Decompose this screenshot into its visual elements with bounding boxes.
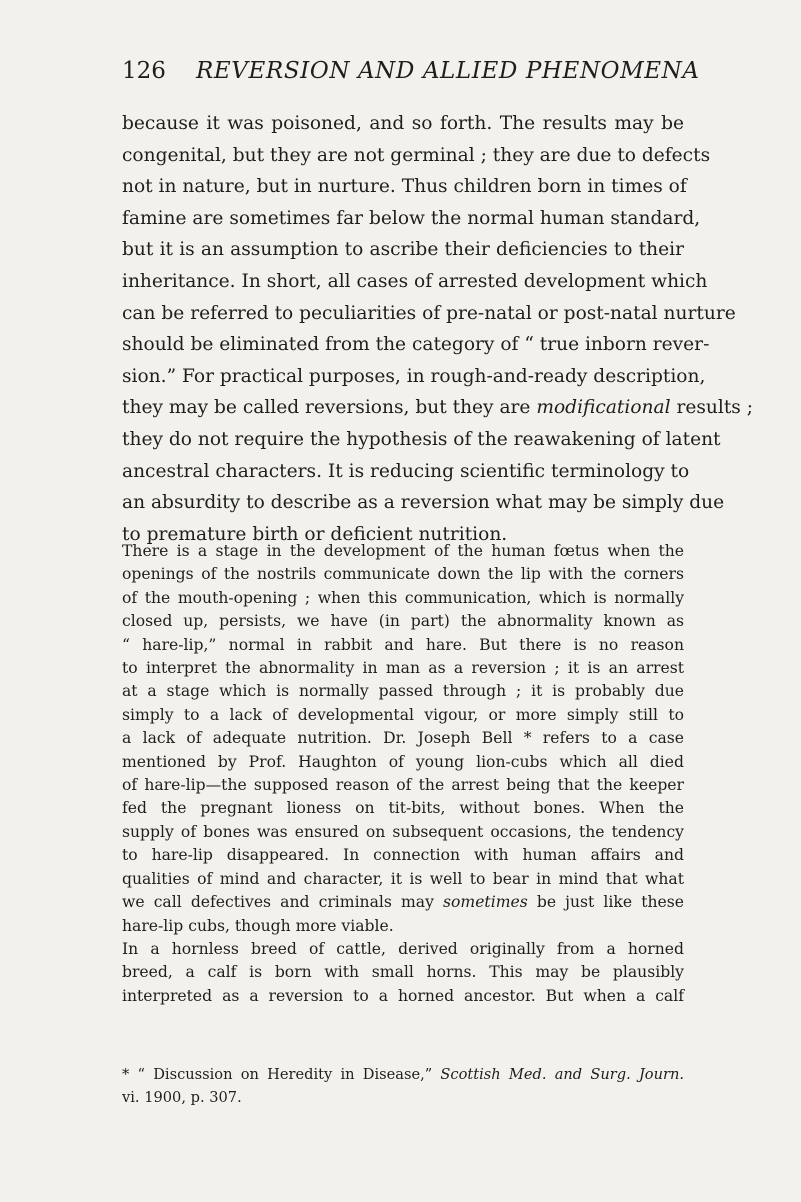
text-line: to premature birth or deficient nutrition.: [122, 523, 508, 545]
text-line: openings of the nostrils communicate down the lip with the corners: [122, 565, 684, 584]
footnote-text: “ Discussion on Heredity in Disease,”: [137, 1066, 433, 1083]
text-line: not in nature, but in nurture. Thus children born in times of: [122, 176, 687, 198]
text-line: should be eliminated from the category of “ true inborn rever-: [122, 334, 710, 356]
text-line: inheritance. In short, all cases of arrested development which: [122, 270, 708, 292]
text-line: congenital, but they are not germinal ; they are due to defects: [122, 144, 711, 166]
page-number: 126: [122, 58, 166, 84]
text-line: to hare-lip disappeared. In connection with human affairs and: [122, 846, 684, 865]
small-paragraph-cattle: [122, 938, 684, 1008]
text-line-mixed: [122, 392, 754, 424]
text-line: mentioned by Prof. Haughton of young lion-cubs which all died: [122, 752, 684, 771]
text-segment: we call defectives and criminals may: [122, 893, 434, 912]
text-line: because it was poisoned, and so forth. The results may be: [122, 113, 684, 134]
footnote-marker: *: [122, 1066, 130, 1083]
text-line: supply of bones was ensured on subsequent occasions, the tendency: [122, 822, 684, 841]
text-line: simply to a lack of developmental vigour, or more simply still to: [122, 705, 684, 724]
emphasis-text: sometimes: [443, 893, 528, 912]
text-line: an absurdity to describe as a reversion what may be simply due: [122, 492, 725, 514]
footnote-line: [122, 1064, 684, 1087]
small-print-section: [122, 540, 684, 1008]
text-segment: they may be called reversions, but they are: [122, 397, 531, 419]
text-line: but it is an assumption to ascribe their deficiencies to their: [122, 239, 684, 261]
main-paragraph: [122, 108, 754, 550]
footnote-line: vi. 1900, p. 307.: [122, 1088, 242, 1106]
journal-title: Scottish Med. and Surg. Journ.: [440, 1066, 684, 1083]
text-line: ancestral characters. It is reducing scientific terminology to: [122, 460, 690, 482]
text-line: sion.” For practical purposes, in rough-and-ready description,: [122, 365, 706, 387]
text-line: There is a stage in the development of the human fœtus when the: [122, 542, 684, 560]
emphasis-text: modificational: [536, 397, 671, 419]
text-line-mixed: [122, 891, 684, 914]
text-line: interpreted as a reversion to a horned ancestor. But when a calf: [122, 986, 684, 1005]
running-title: REVERSION AND ALLIED PHENOMENA: [196, 58, 700, 84]
text-line: hare-lip cubs, though more viable.: [122, 916, 394, 935]
footnote: [122, 1064, 684, 1109]
text-line: can be referred to peculiarities of pre-natal or post-natal nurture: [122, 302, 736, 324]
text-line: qualities of mind and character, it is well to bear in mind that what: [122, 869, 684, 888]
text-line: at a stage which is normally passed through ; it is probably due: [122, 682, 684, 701]
text-line: breed, a calf is born with small horns. This may be plausibly: [122, 963, 684, 982]
text-line: of hare-lip—the supposed reason of the arrest being that the keeper: [122, 776, 684, 795]
text-line: to interpret the abnormality in man as a reversion ; it is an arrest: [122, 659, 684, 678]
text-line: closed up, persists, we have (in part) the abnormality known as: [122, 612, 684, 631]
text-line: of the mouth-opening ; when this communication, which is normally: [122, 588, 684, 607]
text-segment: be just like these: [536, 893, 684, 912]
text-line: a lack of adequate nutrition. Dr. Joseph Bell * refers to a case: [122, 729, 684, 748]
running-header: [122, 58, 700, 84]
small-paragraph-harelip: [122, 540, 684, 938]
text-line: “ hare-lip,” normal in rabbit and hare. But there is no reason: [122, 635, 684, 654]
text-line: In a hornless breed of cattle, derived originally from a horned: [122, 939, 684, 958]
text-line: famine are sometimes far below the normal human standard,: [122, 207, 701, 229]
text-line: fed the pregnant lioness on tit-bits, without bones. When the: [122, 799, 684, 818]
text-line: they do not require the hypothesis of the reawakening of latent: [122, 428, 721, 450]
text-segment: results ;: [676, 397, 754, 419]
